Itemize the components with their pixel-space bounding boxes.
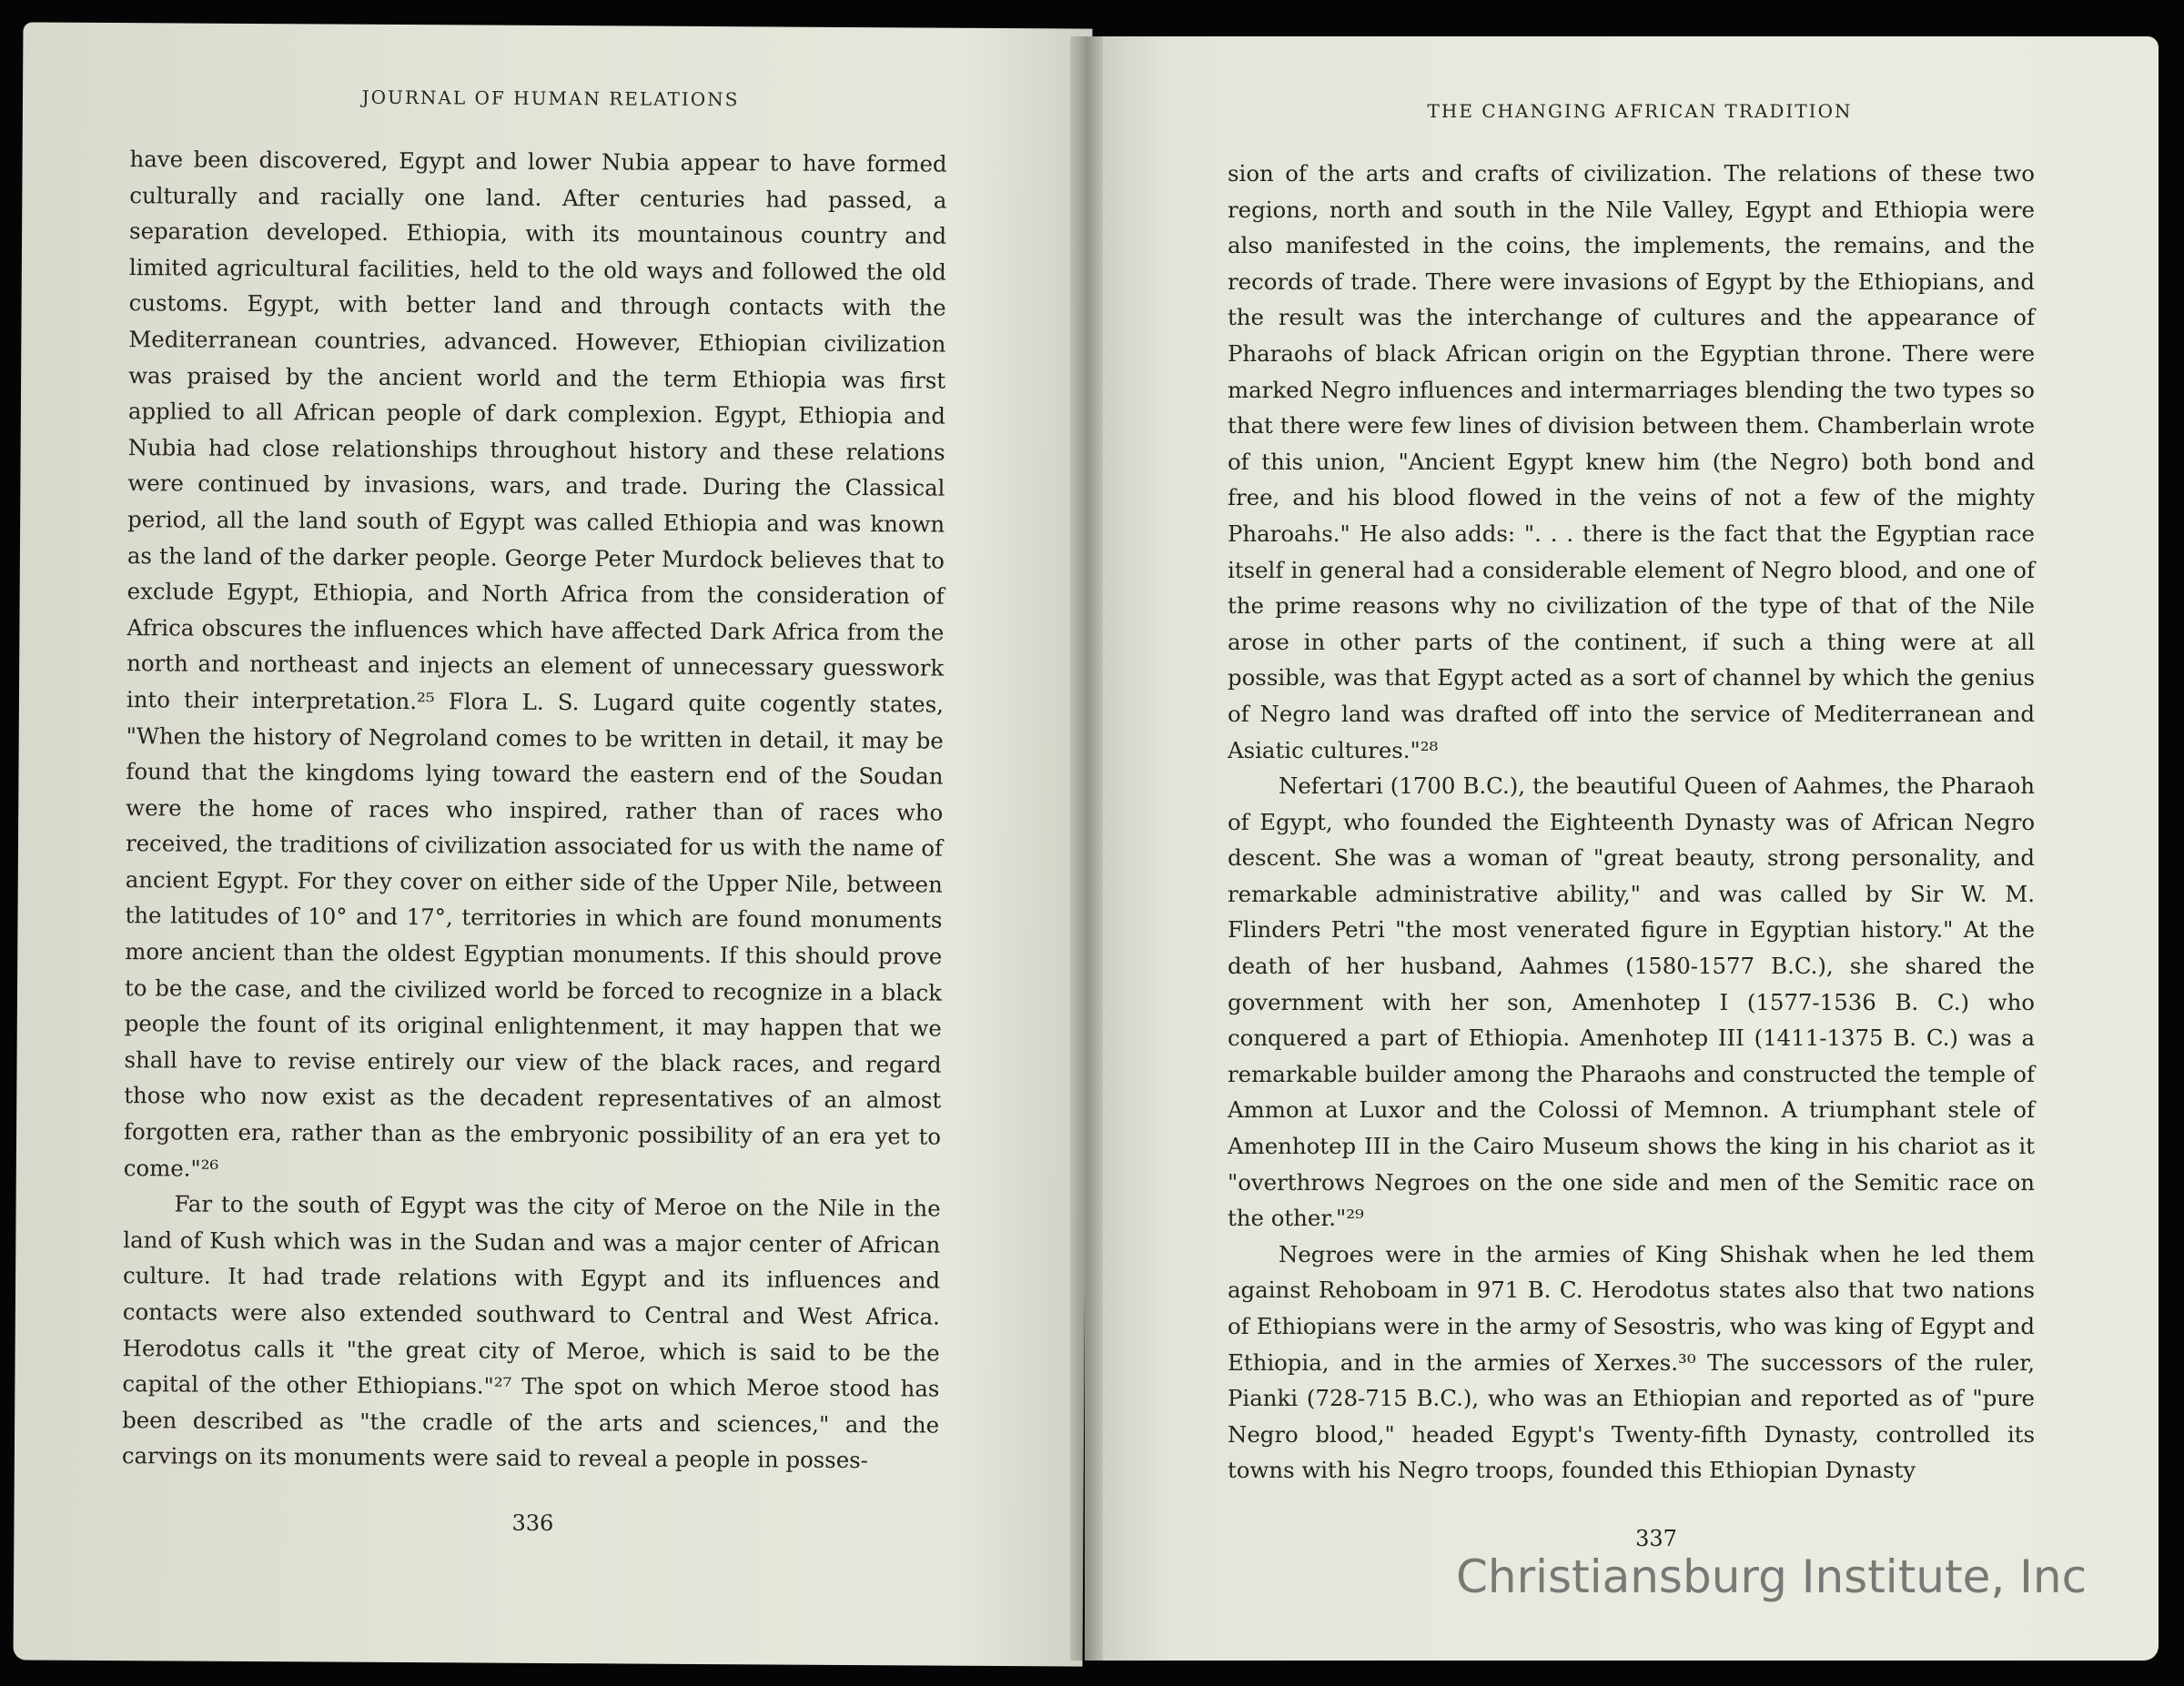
right-page-number: 337: [1635, 1526, 1677, 1551]
left-running-head: JOURNAL OF HUMAN RELATIONS: [361, 86, 740, 111]
book-gutter: [1070, 36, 1103, 1661]
right-page: [1085, 36, 2159, 1661]
right-running-head: THE CHANGING AFRICAN TRADITION: [1427, 100, 1853, 122]
left-page: [14, 22, 1093, 1666]
left-text-block: [122, 141, 947, 1479]
left-paragraph-1: have been discovered, Egypt and lower Nubia appear to have formed culturally and racially one land. After centuries had passed, a separation developed. Ethiopia, with its mountainous country and limited agricultural facilities, held to the old ways and followed the old customs. Egypt, with better land and through contacts with the Mediterranean countries, advanced. However, Ethiopian civilization was praised by the ancient world and the term Ethiopia was first applied to all African people of dark complexion. Egypt, Ethiopia and Nubia had close relationships throughout history and these relations were continued by invasions, wars, and trade. During the Classical period, all the land south of Egypt was called Ethiopia and was known as the land of the darker people. George Peter Murdock believes that to exclude Egypt, Ethiopia, and North Africa from the consideration of Africa obscures the influences which have affected Dark Africa from the north and northeast and injects an element of unnecessary guesswork into their interpretation.²⁵ Flora L. S. Lugard quite cogently states, "When the history of Negroland comes to be written in detail, it may be found that the kingdoms lying toward the eastern end of the Soudan were the home of races who inspired, rather than of races who received, the traditions of civilization associated for us with the name of ancient Egypt. For they cover on either side of the Upper Nile, between the latitudes of 10° and 17°, territories in which are found monuments more ancient than the oldest Egyptian monuments. If this should prove to be the case, and the civilized world be forced to recognize in a black people the fount of its original enlightenment, it may happen that we shall have to revise entirely our view of the black races, and regard those who now exist as the decadent representatives of an almost forgotten era, rather than as the embryonic possibility of an era yet to come."²⁶: [123, 146, 947, 1182]
right-paragraph-1: sion of the arts and crafts of civilization. The relations of these two regions, north and south in the Nile Valley, Egypt and Ethiopia were also manifested in the coins, the implements, the remains, and the records of trade. There were invasions of Egypt by the Ethiopians, and the result was the interchange of cultures and the appearance of Pharaohs of black African origin on the Egyptian throne. There were marked Negro influences and intermarriages blending the two types so that there were few lines of division between them. Chamberlain wrote of this union, "Ancient Egypt knew him (the Negro) both bond and free, and his blood flowed in the veins of not a few of the mighty Pharoahs." He also adds: ". . . there is the fact that the Egyptian race itself in general had a considerable element of Negro blood, and one of the prime reasons why no civilization of the type of that of the Nile arose in other parts of the continent, if such a thing were at all possible, was that Egypt acted as a sort of channel by which the genius of Negro land was drafted off into the service of Mediterranean and Asiatic cultures."²⁸: [1228, 160, 2035, 763]
right-paragraph-2: Nefertari (1700 B.C.), the beautiful Queen of Aahmes, the Pharaoh of Egypt, who founded the Eighteenth Dynasty was of African Negro descent. She was a woman of "great beauty, strong personality, and remarkable administrative ability," and was called by Sir W. M. Flinders Petri "the most venerated figure in Egyptian history." At the death of her husband, Aahmes (1580-1577 B.C.), she shared the government with her son, Amenhotep I (1577-1536 B. C.) who conquered a part of Ethiopia. Amenhotep III (1411-1375 B. C.) was a remarkable builder among the Pharaohs and constructed the temple of Ammon at Luxor and the Colossi of Memnon. A triumphant stele of Amenhotep III in the Cairo Museum shows the king in his chariot as it "overthrows Negroes on the one side and men of the Semitic race on the other."²⁹: [1228, 772, 2035, 1232]
left-page-number: 336: [511, 1509, 554, 1537]
right-text-block: [1228, 156, 2035, 1489]
right-paragraph-3: Negroes were in the armies of King Shishak when he led them against Rehoboam in 971 B. C. Herodotus states also that two nations of Ethiopians were in the army of Sesostris, who was king of Egypt and Ethiopia, and in the armies of Xerxes.³⁰ The successors of the ruler, Pianki (728-715 B.C.), who was an Ethiopian and reported as of "pure Negro blood," headed Egypt's Twenty-fifth Dynasty, controlled its towns with his Negro troops, founded this Ethiopian Dynasty: [1228, 1240, 2035, 1484]
left-paragraph-2: Far to the south of Egypt was the city of Meroe on the Nile in the land of Kush which was in the Sudan and was a major center of African culture. It had trade relations with Egypt and its influences and contacts were also extended southward to Central and West Africa. Herodotus calls it "the great city of Meroe, which is said to be the capital of the other Ethiopians."²⁷ The spot on which Meroe stood has been described as "the cradle of the arts and sciences," and the carvings on its monuments were said to reveal a people in posses-: [121, 1190, 941, 1474]
watermark-text: Christiansburg Institute, Inc: [1456, 1550, 2088, 1603]
